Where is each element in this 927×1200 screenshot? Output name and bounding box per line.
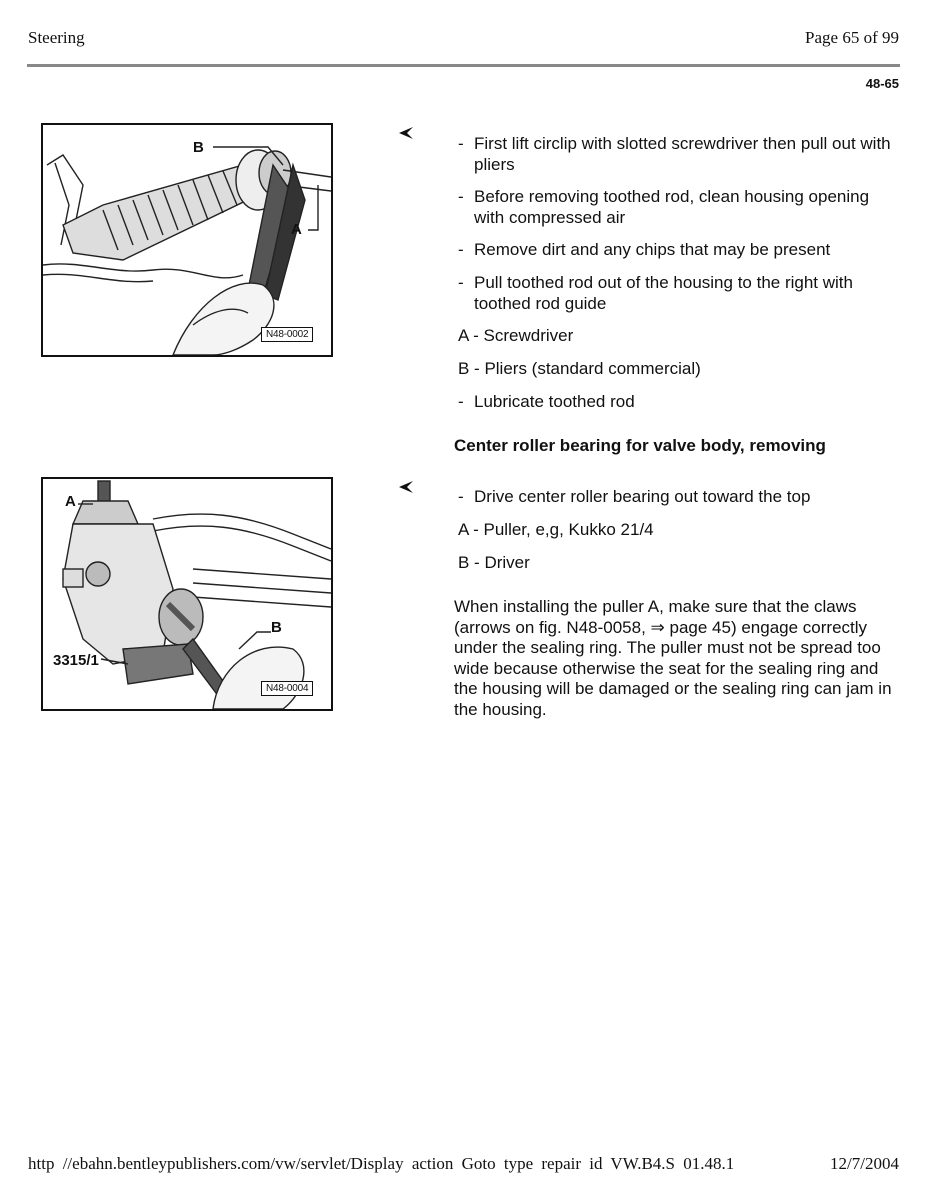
legend-item: A - Puller, e,g, Kukko 21/4	[458, 520, 654, 539]
figure-label-tool: 3315/1	[53, 652, 99, 669]
figure-label-b: B	[193, 139, 204, 156]
legend-item: B - Driver	[458, 553, 530, 572]
installation-note: When installing the puller A, make sure that the claws (arrows on fig. N48-0058, ⇒ page 45) engage correctly under the sealing ring. The puller must not be spread too wide because otherwise the seat for the sealing ring and the housing will be damaged or the sealing ring can jam in the housing.	[454, 597, 892, 719]
valve-body-drawing	[43, 479, 331, 709]
figure-label-b: B	[271, 619, 282, 636]
legend-item: A - Screwdriver	[458, 326, 574, 345]
footer-url: http //ebahn.bentleypublishers.com/vw/servlet/Display action Goto type repair id VW.B4.S 01.48.1	[28, 1154, 735, 1173]
page-code: 48-65	[865, 76, 899, 91]
figure-code: N48-0002	[261, 327, 313, 342]
section-title: Steering	[28, 28, 85, 47]
figure-label-a: A	[291, 221, 302, 238]
step-item: - Before removing toothed rod, clean housing opening with compressed air	[458, 187, 870, 227]
subsection-heading: Center roller bearing for valve body, removing	[454, 436, 826, 455]
figure-roller-bearing-removal	[41, 477, 333, 711]
pointer-arrow-icon	[397, 480, 415, 494]
steering-rack-drawing	[43, 125, 331, 355]
pointer-arrow-icon	[397, 126, 415, 140]
step-item: - Remove dirt and any chips that may be present	[458, 240, 831, 259]
step-item: - Lubricate toothed rod	[458, 392, 635, 411]
step-item: - Pull toothed rod out of the housing to the right with toothed rod guide	[458, 273, 853, 313]
step-item: - First lift circlip with slotted screwdriver then pull out with pliers	[458, 134, 891, 174]
page-indicator: Page 65 of 99	[805, 28, 899, 47]
figure-steering-rack-circlip	[41, 123, 333, 357]
footer-date: 12/7/2004	[830, 1154, 899, 1173]
figure-code: N48-0004	[261, 681, 313, 696]
legend-item: B - Pliers (standard commercial)	[458, 359, 701, 378]
header-divider	[27, 64, 900, 67]
figure-label-a: A	[65, 493, 76, 510]
step-item: - Drive center roller bearing out toward the top	[458, 487, 811, 506]
